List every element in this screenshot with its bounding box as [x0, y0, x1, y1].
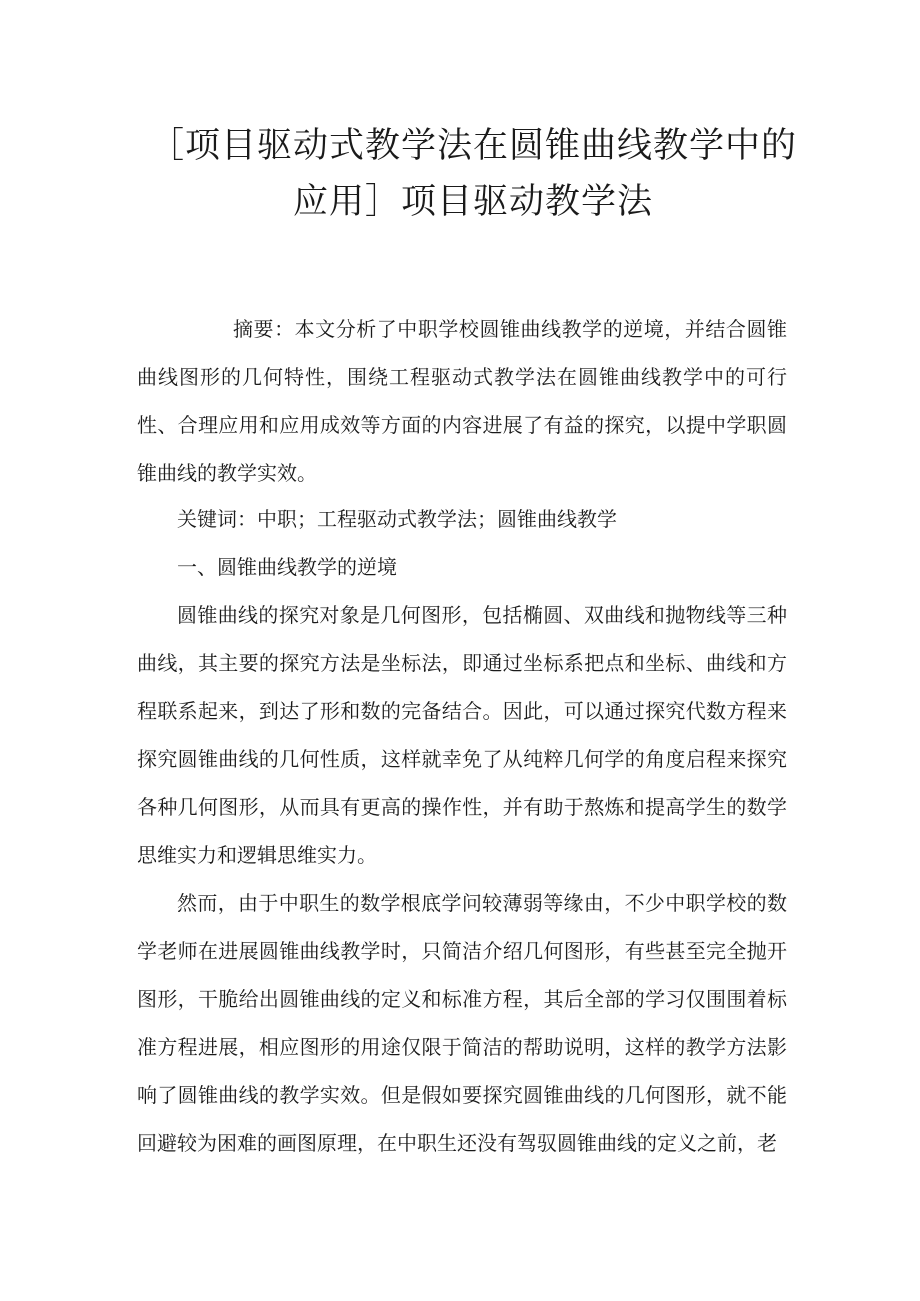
abstract-paragraph: 摘要：本文分析了中职学校圆锥曲线教学的逆境，并结合圆锥曲线图形的几何特性，围绕工程驱动式教学法在圆锥曲线教学中的可行性、合理应用和应用成效等方面的内容进展了有益的探究，以提中学职圆锥曲线的教学实效。 [137, 317, 787, 485]
keywords-line: 关键词：中职；工程驱动式教学法；圆锥曲线教学 [177, 507, 617, 531]
section-heading: 一、圆锥曲线教学的逆境 [177, 555, 397, 579]
document-title: ［项目驱动式教学法在圆锥曲线教学中的应用］项目驱动教学法 [148, 126, 797, 222]
body-paragraph: 然而，由于中职生的数学根底学问较薄弱等缘由，不少中职学校的数学老师在进展圆锥曲线教学时，只简洁介绍几何图形，有些甚至完全抛开图形，干脆给出圆锥曲线的定义和标准方程，其后全部的学习仅围围着标准方程进展，相应图形的用途仅限于简洁的帮助说明，这样的教学方法影响了圆锥曲线的教学实效。但是假如要探究圆锥曲线的几何图形，就不能回避较为困难的画图原理，在中职生还没有驾驭圆锥曲线的定义之前，老 [137, 891, 787, 1155]
body-paragraph: 圆锥曲线的探究对象是几何图形，包括椭圆、双曲线和抛物线等三种曲线，其主要的探究方法是坐标法，即通过坐标系把点和坐标、曲线和方程联系起来，到达了形和数的完备结合。因此，可以通过探究代数方程来探究圆锥曲线的几何性质，这样就幸免了从纯粹几何学的角度启程来探究各种几何图形，从而具有更高的操作性，并有助于熬炼和提高学生的数学思维实力和逻辑思维实力。 [137, 603, 787, 867]
